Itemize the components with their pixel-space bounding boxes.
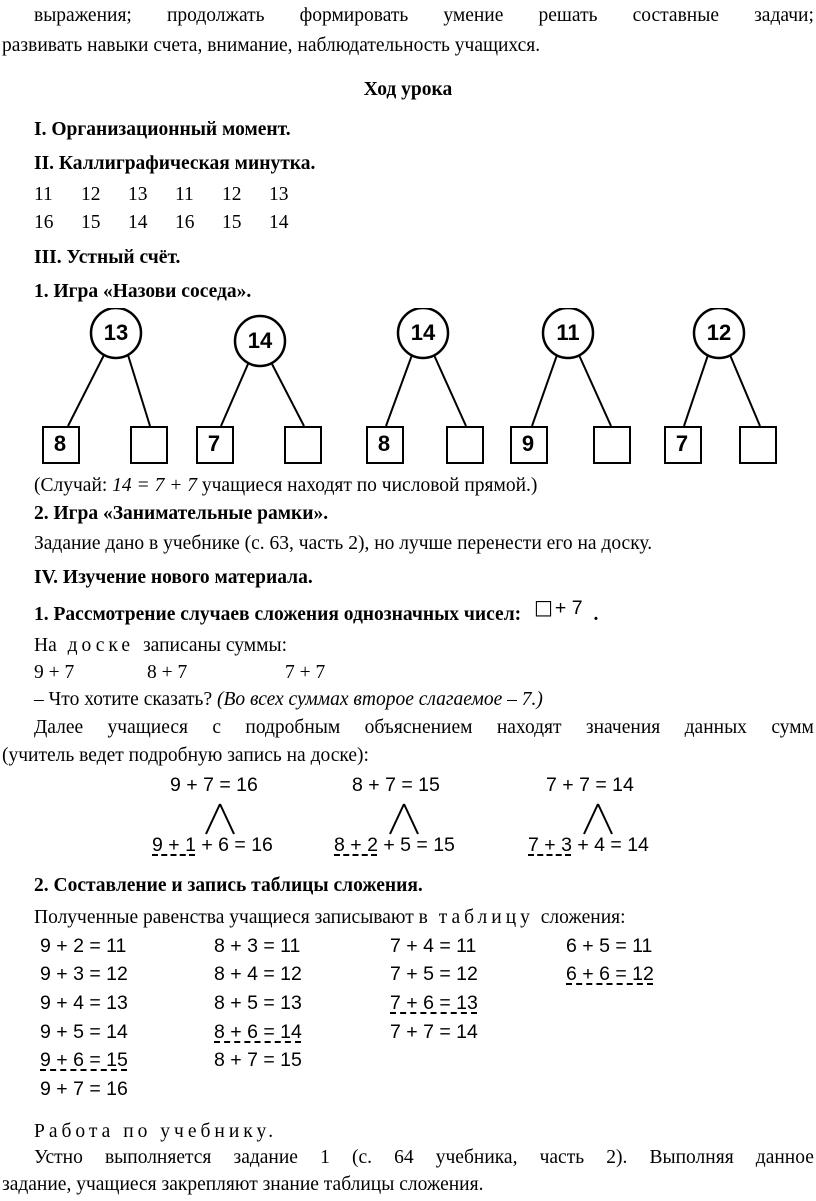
neighbor-tree (196, 308, 346, 468)
spaced-word: доске (67, 635, 135, 656)
number: 13 (269, 184, 289, 205)
question-text: – Что хотите сказать? (34, 689, 217, 710)
decomposition-top: 8 + 7 = 15 (352, 774, 440, 796)
tree-top-number: 14 (410, 320, 436, 345)
tree-top-number: 14 (247, 328, 273, 353)
table-intro (34, 906, 626, 930)
remainder: + 4 = 14 (571, 834, 649, 856)
word: с (212, 717, 222, 738)
section-1-heading: I. Организационный момент. (34, 119, 291, 140)
table-cell: 9 + 5 = 14 (40, 1021, 128, 1043)
textbook-work-heading: Работа по учебнику. (34, 1121, 278, 1142)
table-cell: 9 + 2 = 11 (40, 935, 127, 957)
case-prefix: (Случай: (34, 475, 113, 496)
remainder: + 6 = 16 (195, 834, 273, 856)
decomposition-bottom (334, 834, 455, 857)
tree-right-box (593, 426, 629, 462)
word: задачи; (754, 5, 814, 26)
explain-line-1 (34, 716, 814, 740)
game-2-text: Задание дано в учебнике (с. 63, часть 2), но лучше перенести его на доску. (34, 533, 653, 554)
word: 1 (320, 1147, 330, 1168)
table-cell: 8 + 6 = 14 (214, 1021, 302, 1043)
tree-right-box (739, 426, 775, 462)
section-4-heading: IV. Изучение нового материала. (34, 567, 313, 588)
table-cell: 9 + 3 = 12 (40, 963, 128, 985)
sum: 7 + 7 (285, 662, 326, 683)
table-cell: 7 + 7 = 14 (390, 1021, 478, 1043)
sum: 9 + 7 (34, 662, 75, 683)
tree-right-box (446, 426, 482, 462)
word: данных (684, 717, 747, 738)
tree-left-box: 8 (377, 431, 391, 456)
word: составные (632, 5, 719, 26)
calligraphy-row-1 (34, 183, 316, 207)
table-cell: 6 + 6 = 12 (566, 963, 654, 985)
word: задание (233, 1147, 298, 1168)
decomposition (152, 774, 342, 864)
word: данное (755, 1147, 814, 1168)
tree-top-number: 12 (706, 320, 732, 345)
decomposition-top: 7 + 7 = 14 (546, 774, 634, 796)
word: умение (443, 5, 504, 26)
tree-right-box (130, 426, 166, 462)
text: сложения: (540, 907, 626, 928)
word: подробным (245, 717, 341, 738)
text: Полученные равенства учащиеся записывают в (34, 907, 428, 928)
number: 12 (81, 184, 101, 205)
table-cell: 8 + 5 = 13 (214, 992, 302, 1014)
number: 11 (175, 184, 194, 205)
explain-line-2: (учитель ведет подробную запись на доске): (2, 745, 369, 766)
tree-top-number: 13 (103, 320, 129, 345)
word: (с. (351, 1147, 372, 1168)
word: выражения; (34, 5, 132, 26)
tree-top-number: 11 (556, 320, 580, 345)
underlined-part: 7 + 3 (528, 834, 572, 856)
word: находят (496, 717, 562, 738)
table-cell: 8 + 4 = 12 (214, 963, 302, 985)
table-cell: 9 + 7 = 16 (40, 1078, 128, 1100)
subsection-1-heading (34, 595, 599, 627)
intro-line-2: развивать навыки счета, внимание, наблюдательность учащихся. (2, 35, 541, 56)
underlined-part: 9 + 1 (152, 834, 196, 856)
word: Выполняя (649, 1147, 734, 1168)
word: значения (585, 717, 661, 738)
game-1-heading: 1. Игра «Назови соседа». (34, 281, 252, 302)
number: 16 (175, 212, 195, 233)
decomposition-top: 9 + 7 = 16 (170, 774, 258, 796)
question-line (34, 688, 543, 712)
case-expression: 14 = 7 + 7 (112, 475, 197, 496)
word: продолжать (166, 5, 265, 26)
number: 16 (34, 212, 54, 233)
period: . (593, 604, 599, 625)
intro-line-1 (34, 4, 814, 28)
tree-left-box: 7 (675, 431, 689, 456)
table-cell: 7 + 4 = 11 (390, 935, 477, 957)
table-cell: 7 + 5 = 12 (390, 963, 478, 985)
game-2-heading: 2. Игра «Занимательные рамки». (34, 503, 329, 524)
number: 11 (34, 184, 53, 205)
table-cell: 9 + 6 = 15 (40, 1049, 128, 1071)
table-cell: 8 + 3 = 11 (214, 935, 301, 957)
final-line-1 (34, 1146, 814, 1170)
plus-seven-formula: + 7 (554, 597, 583, 619)
neighbor-tree (366, 308, 516, 468)
word: формировать (299, 5, 409, 26)
decomposition-bottom (152, 834, 273, 857)
section-3-heading: III. Устный счёт. (34, 247, 181, 268)
decomposition (528, 774, 718, 864)
spaced-word: таблицу (438, 907, 534, 928)
case-note (34, 474, 537, 498)
sums-line (34, 661, 325, 685)
neighbor-tree (664, 308, 814, 468)
section-2-heading: II. Каллиграфическая минутка. (34, 153, 316, 174)
number: 12 (222, 184, 242, 205)
table-cell: 8 + 7 = 15 (214, 1049, 302, 1071)
word: сумм (771, 717, 814, 738)
decomposition (334, 774, 524, 864)
word: решать (538, 5, 598, 26)
subsection-text: 1. Рассмотрение случаев сложения однозначных чисел: (34, 604, 522, 625)
board-line (34, 634, 287, 658)
final-line-2: задание, учащиеся закрепляют знание таблицы сложения. (2, 1174, 484, 1195)
lesson-title: Ход урока (363, 79, 453, 100)
remainder: + 5 = 15 (377, 834, 455, 856)
sum: 8 + 7 (147, 662, 188, 683)
word: объяснением (364, 717, 473, 738)
neighbor-tree (42, 308, 192, 468)
tree-left-box: 9 (521, 431, 535, 456)
tree-left-box: 7 (207, 431, 221, 456)
neighbor-tree (510, 308, 660, 468)
number: 14 (128, 212, 148, 233)
case-suffix: учащиеся находят по числовой прямой.) (197, 475, 538, 496)
number: 15 (222, 212, 242, 233)
word: часть (539, 1147, 585, 1168)
question-answer: (Во всех суммах второе слагаемое – 7.) (216, 689, 543, 710)
word: Устно (34, 1147, 83, 1168)
table-cell: 6 + 5 = 11 (566, 935, 653, 957)
empty-box-symbol: □ (534, 595, 553, 619)
number: 14 (269, 212, 289, 233)
number: 13 (128, 184, 148, 205)
word: 2). (606, 1147, 628, 1168)
tree-right-box (284, 426, 320, 462)
subsection-2-heading: 2. Составление и запись таблицы сложения. (34, 875, 423, 896)
word: На (34, 635, 57, 656)
table-cell: 7 + 6 = 13 (390, 992, 478, 1014)
word: выполняется (104, 1147, 212, 1168)
word: 64 (394, 1147, 414, 1168)
number: 15 (81, 212, 101, 233)
word: учебника, (435, 1147, 518, 1168)
decomposition-bottom (528, 834, 649, 857)
word: учащиеся (107, 717, 188, 738)
text: записаны суммы: (142, 635, 287, 656)
tree-left-box: 8 (53, 431, 67, 456)
table-cell: 9 + 4 = 13 (40, 992, 128, 1014)
calligraphy-row-2 (34, 211, 316, 235)
underlined-part: 8 + 2 (334, 834, 378, 856)
word: Далее (34, 717, 84, 738)
